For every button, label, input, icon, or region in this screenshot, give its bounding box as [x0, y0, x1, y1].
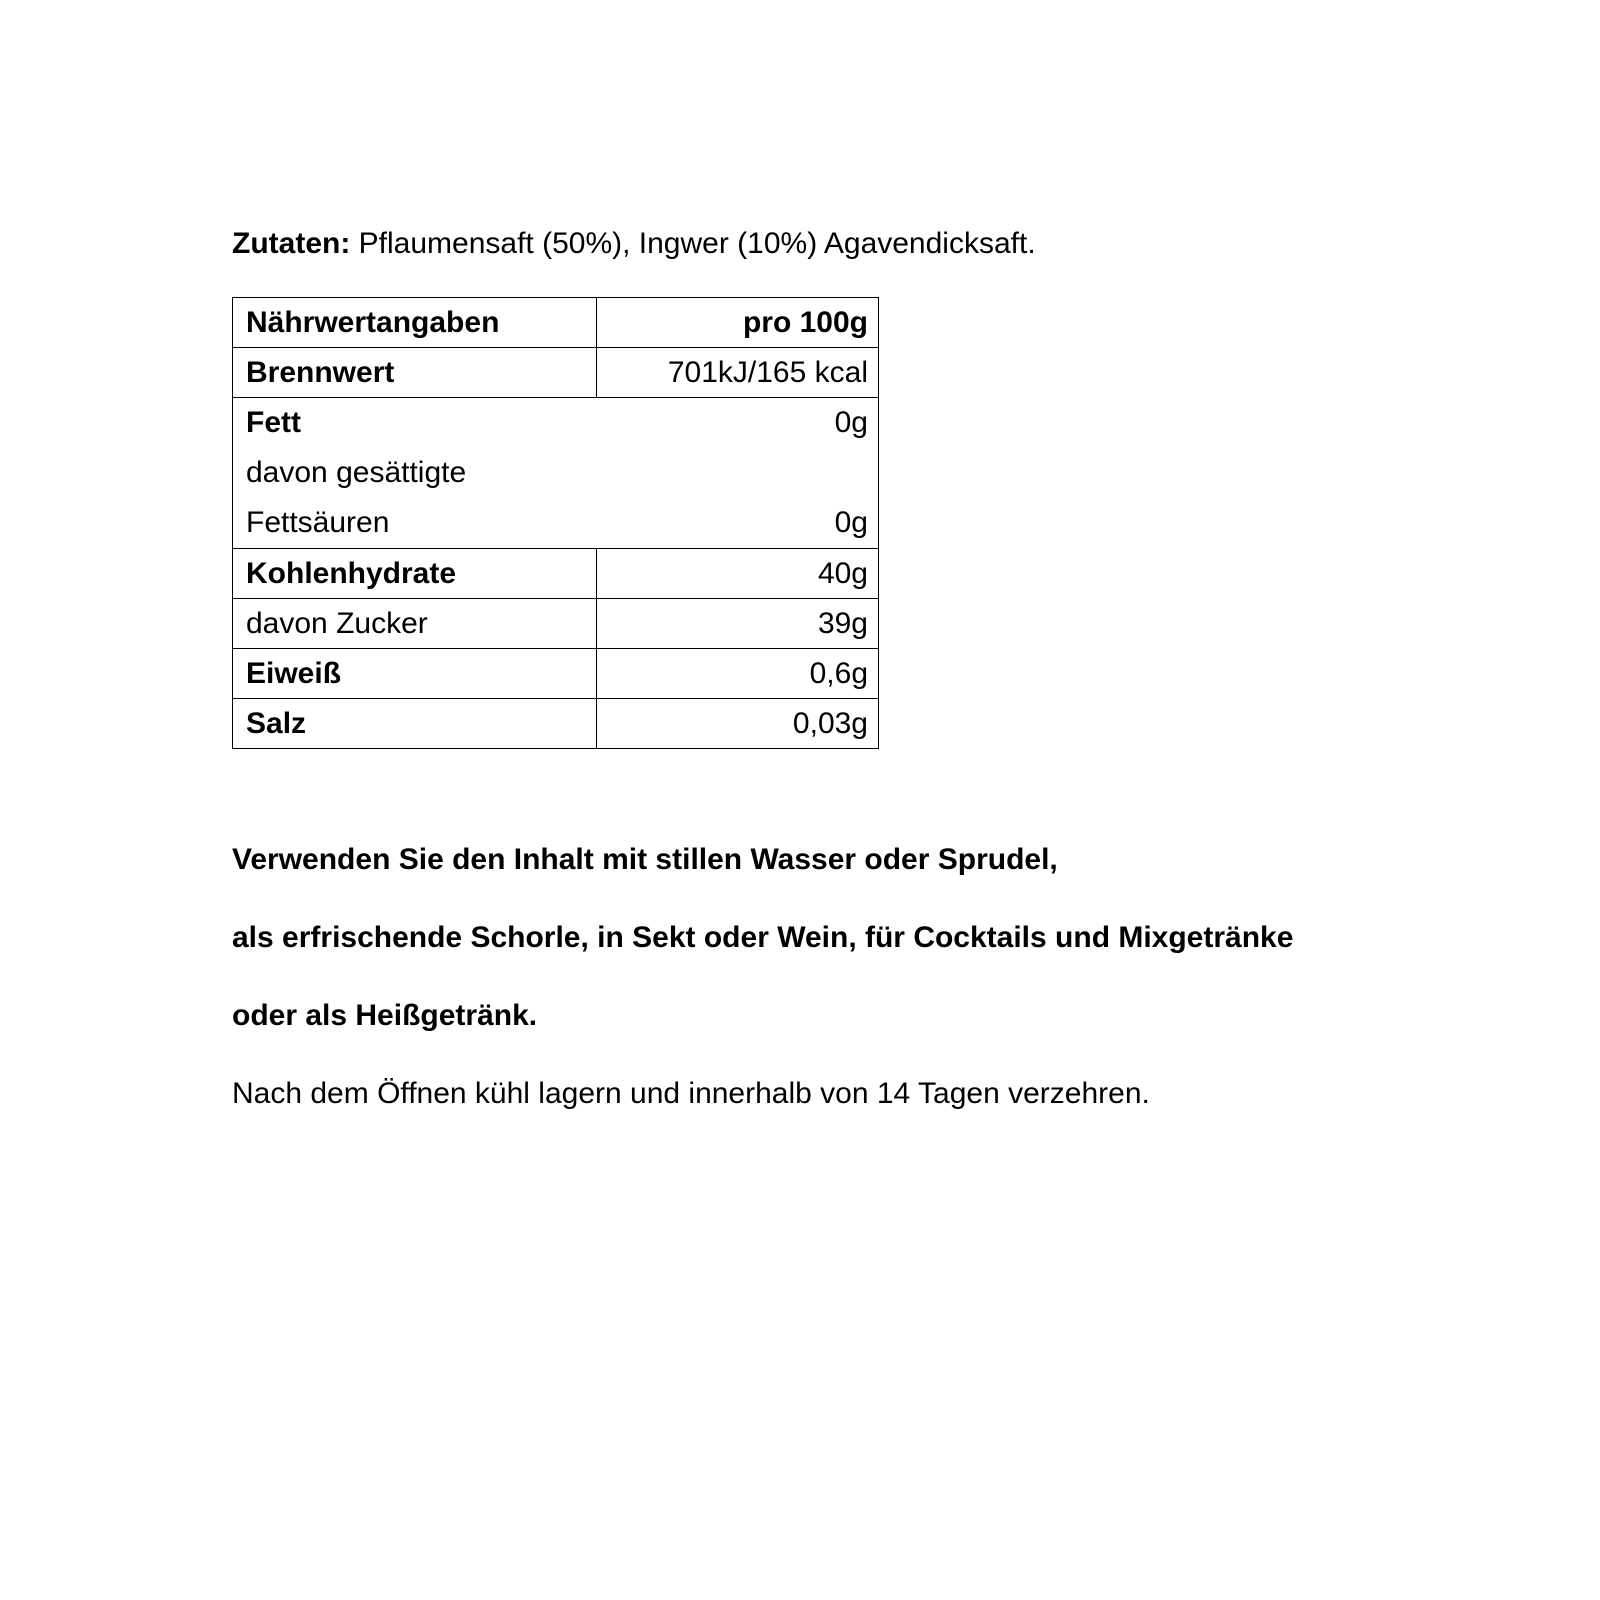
brennwert-label: Brennwert — [233, 348, 597, 398]
eiweiss-value: 0,6g — [597, 649, 879, 699]
nutrition-table — [232, 297, 879, 749]
table-row-salz — [233, 699, 879, 749]
fett-label: Fett — [246, 406, 301, 439]
table-row-brennwert — [233, 348, 879, 398]
nutrition-header-label: Nährwertangaben — [233, 298, 597, 348]
table-row-kohlenhydrate — [233, 549, 879, 599]
nutrition-header-value: pro 100g — [597, 298, 879, 348]
ingredients-line — [232, 226, 1036, 262]
brennwert-value: 701kJ/165 kcal — [597, 348, 879, 398]
kohlenhydrate-value: 40g — [597, 549, 879, 599]
usage-line-3: oder als Heißgetränk. — [232, 999, 538, 1032]
usage-line-2: als erfrischende Schorle, in Sekt oder Wein, für Cocktails und Mixgetränke — [232, 921, 1294, 954]
salz-label: Salz — [233, 699, 597, 749]
zucker-value: 39g — [597, 599, 879, 649]
table-row-fett — [233, 398, 879, 549]
zucker-label: davon Zucker — [233, 599, 597, 649]
fett-cell — [233, 398, 879, 549]
eiweiss-label: Eiweiß — [233, 649, 597, 699]
ingredients-label: Zutaten: — [232, 227, 351, 260]
salz-value: 0,03g — [597, 699, 879, 749]
table-row-zucker — [233, 599, 879, 649]
storage-instructions: Nach dem Öffnen kühl lagern und innerhalb von 14 Tagen verzehren. — [232, 1077, 1150, 1110]
fett-sub-label-line2: Fettsäuren — [246, 506, 390, 539]
usage-line-1: Verwenden Sie den Inhalt mit stillen Wasser oder Sprudel, — [232, 843, 1058, 876]
kohlenhydrate-label: Kohlenhydrate — [233, 549, 597, 599]
fett-sub-value: 0g — [834, 506, 868, 539]
fett-sub-label-line1: davon gesättigte — [246, 456, 467, 489]
fett-value: 0g — [834, 406, 868, 439]
table-row-header — [233, 298, 879, 348]
table-row-eiweiss — [233, 649, 879, 699]
ingredients-text: Pflaumensaft (50%), Ingwer (10%) Agavendicksaft. — [350, 227, 1036, 260]
